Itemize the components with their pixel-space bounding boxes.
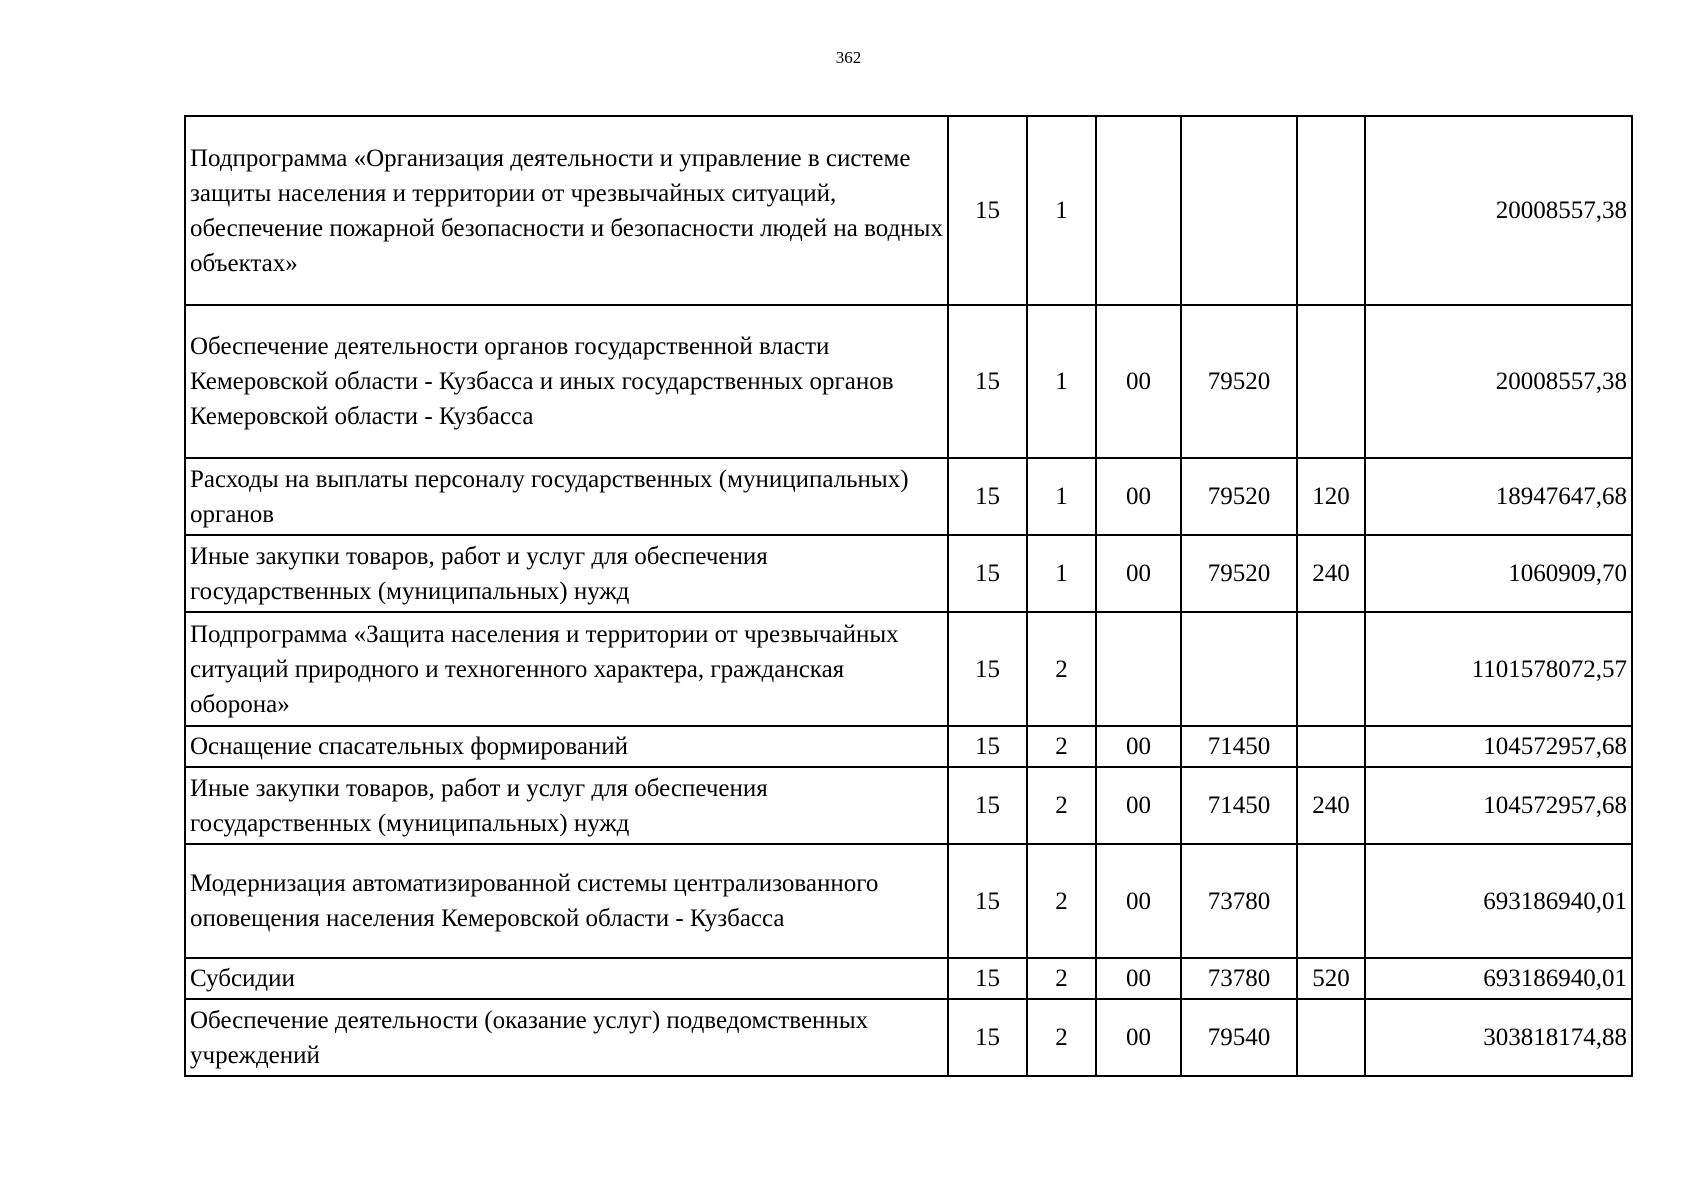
amount: 104572957,68 [1365, 726, 1632, 767]
amount: 303818174,88 [1365, 999, 1632, 1076]
direction-code: 00 [1096, 458, 1181, 535]
table-row [185, 116, 1632, 305]
amount: 693186940,01 [1365, 844, 1632, 958]
expense-code: 71450 [1181, 726, 1297, 767]
row-name: Расходы на выплаты персоналу государственных (муниципальных) органов [185, 458, 948, 535]
expense-code: 79520 [1181, 535, 1297, 612]
direction-code [1096, 116, 1181, 305]
direction-code: 00 [1096, 958, 1181, 999]
subprogram-code: 1 [1027, 458, 1096, 535]
subprogram-code: 2 [1027, 726, 1096, 767]
program-code: 15 [948, 458, 1027, 535]
row-name: Модернизация автоматизированной системы централизованного оповещения населения Кемеровской области - Кузбасса [185, 844, 948, 958]
table-row [185, 726, 1632, 767]
page-number: 362 [835, 48, 862, 67]
subprogram-code: 2 [1027, 767, 1096, 844]
table-row [185, 958, 1632, 999]
program-code: 15 [948, 305, 1027, 458]
direction-code: 00 [1096, 844, 1181, 958]
expense-code: 79520 [1181, 458, 1297, 535]
row-name: Иные закупки товаров, работ и услуг для обеспечения государственных (муниципальных) нужд [185, 535, 948, 612]
table-row [185, 844, 1632, 958]
table-row [185, 305, 1632, 458]
expense-type: 240 [1297, 767, 1365, 844]
program-code: 15 [948, 767, 1027, 844]
budget-table [184, 115, 1633, 1077]
direction-code: 00 [1096, 305, 1181, 458]
expense-type: 520 [1297, 958, 1365, 999]
row-name: Обеспечение деятельности органов государственной власти Кемеровской области - Кузбасса и иных государственных органов Кемеровской области - Кузбасса [185, 305, 948, 458]
expense-type [1297, 116, 1365, 305]
expense-code: 79520 [1181, 305, 1297, 458]
subprogram-code: 2 [1027, 612, 1096, 726]
subprogram-code: 2 [1027, 999, 1096, 1076]
expense-type [1297, 999, 1365, 1076]
direction-code [1096, 612, 1181, 726]
program-code: 15 [948, 844, 1027, 958]
subprogram-code: 1 [1027, 305, 1096, 458]
table-row [185, 612, 1632, 726]
amount: 693186940,01 [1365, 958, 1632, 999]
row-name: Субсидии [185, 958, 948, 999]
program-code: 15 [948, 999, 1027, 1076]
amount: 1101578072,57 [1365, 612, 1632, 726]
row-name: Подпрограмма «Организация деятельности и управление в системе защиты населения и территории от чрезвычайных ситуаций, обеспечение пожарной безопасности и безопасности людей на водных объектах» [185, 116, 948, 305]
amount: 1060909,70 [1365, 535, 1632, 612]
program-code: 15 [948, 116, 1027, 305]
expense-type: 120 [1297, 458, 1365, 535]
subprogram-code: 1 [1027, 116, 1096, 305]
table-row [185, 999, 1632, 1076]
expense-type [1297, 305, 1365, 458]
direction-code: 00 [1096, 999, 1181, 1076]
expense-code [1181, 612, 1297, 726]
direction-code: 00 [1096, 726, 1181, 767]
amount: 20008557,38 [1365, 305, 1632, 458]
row-name: Оснащение спасательных формирований [185, 726, 948, 767]
expense-type: 240 [1297, 535, 1365, 612]
subprogram-code: 1 [1027, 535, 1096, 612]
subprogram-code: 2 [1027, 958, 1096, 999]
row-name: Подпрограмма «Защита населения и территории от чрезвычайных ситуаций природного и техногенного характера, гражданская оборона» [185, 612, 948, 726]
table-row [185, 458, 1632, 535]
expense-code [1181, 116, 1297, 305]
expense-type [1297, 612, 1365, 726]
table-row [185, 535, 1632, 612]
amount: 20008557,38 [1365, 116, 1632, 305]
program-code: 15 [948, 726, 1027, 767]
amount: 104572957,68 [1365, 767, 1632, 844]
amount: 18947647,68 [1365, 458, 1632, 535]
expense-code: 79540 [1181, 999, 1297, 1076]
direction-code: 00 [1096, 767, 1181, 844]
expense-code: 73780 [1181, 844, 1297, 958]
expense-code: 71450 [1181, 767, 1297, 844]
row-name: Иные закупки товаров, работ и услуг для обеспечения государственных (муниципальных) нужд [185, 767, 948, 844]
program-code: 15 [948, 535, 1027, 612]
direction-code: 00 [1096, 535, 1181, 612]
table-row [185, 767, 1632, 844]
program-code: 15 [948, 958, 1027, 999]
expense-type [1297, 726, 1365, 767]
expense-type [1297, 844, 1365, 958]
program-code: 15 [948, 612, 1027, 726]
subprogram-code: 2 [1027, 844, 1096, 958]
row-name: Обеспечение деятельности (оказание услуг) подведомственных учреждений [185, 999, 948, 1076]
expense-code: 73780 [1181, 958, 1297, 999]
